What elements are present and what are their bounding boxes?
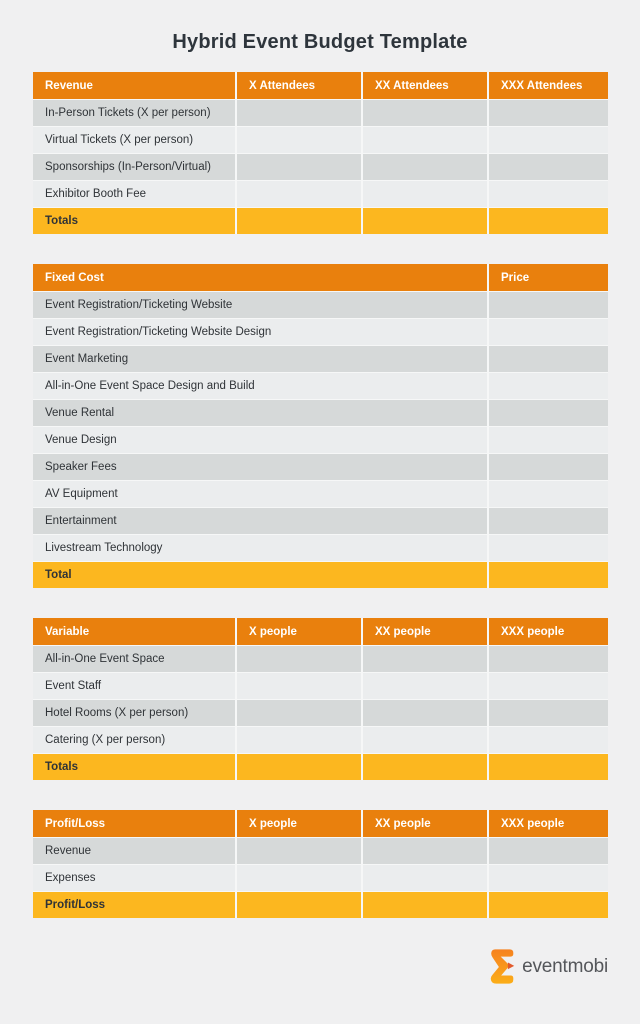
revenue-table xyxy=(33,72,608,234)
empty-cell xyxy=(361,99,487,126)
table-row xyxy=(33,126,608,153)
empty-cell xyxy=(487,753,608,780)
fixed-cost-header-row xyxy=(33,264,608,291)
row-label: All-in-One Event Space Design and Build xyxy=(33,372,487,399)
table-row xyxy=(33,864,608,891)
table-row xyxy=(33,399,608,426)
profit-loss-header-xx: XX people xyxy=(361,810,487,837)
row-label: Catering (X per person) xyxy=(33,726,235,753)
totals-label: Total xyxy=(33,561,487,588)
empty-cell xyxy=(487,507,608,534)
table-row xyxy=(33,480,608,507)
empty-cell xyxy=(487,372,608,399)
variable-table xyxy=(33,618,608,780)
empty-cell xyxy=(235,207,361,234)
page-title: Hybrid Event Budget Template xyxy=(172,31,468,53)
row-label: Event Marketing xyxy=(33,345,487,372)
empty-cell xyxy=(487,318,608,345)
row-label: Hotel Rooms (X per person) xyxy=(33,699,235,726)
empty-cell xyxy=(487,426,608,453)
eventmobi-logo xyxy=(489,948,608,985)
totals-row xyxy=(33,891,608,918)
empty-cell xyxy=(487,126,608,153)
table-row xyxy=(33,153,608,180)
empty-cell xyxy=(487,672,608,699)
empty-cell xyxy=(361,726,487,753)
totals-label: Profit/Loss xyxy=(33,891,235,918)
totals-row xyxy=(33,753,608,780)
empty-cell xyxy=(361,699,487,726)
fixed-cost-table xyxy=(33,264,608,588)
profit-loss-header-row xyxy=(33,810,608,837)
empty-cell xyxy=(235,99,361,126)
revenue-header-xxx: XXX Attendees xyxy=(487,72,608,99)
footer xyxy=(33,948,608,990)
row-label: In-Person Tickets (X per person) xyxy=(33,99,235,126)
empty-cell xyxy=(487,699,608,726)
table-row xyxy=(33,291,608,318)
empty-cell xyxy=(235,837,361,864)
row-label: Speaker Fees xyxy=(33,453,487,480)
empty-cell xyxy=(235,753,361,780)
empty-cell xyxy=(487,534,608,561)
empty-cell xyxy=(235,726,361,753)
empty-cell xyxy=(487,726,608,753)
profit-loss-table xyxy=(33,810,608,918)
revenue-header-x: X Attendees xyxy=(235,72,361,99)
row-label: Expenses xyxy=(33,864,235,891)
empty-cell xyxy=(235,672,361,699)
empty-cell xyxy=(487,561,608,588)
empty-cell xyxy=(487,399,608,426)
row-label: Event Registration/Ticketing Website xyxy=(33,291,487,318)
empty-cell xyxy=(361,207,487,234)
revenue-header-xx: XX Attendees xyxy=(361,72,487,99)
empty-cell xyxy=(361,753,487,780)
row-label: Event Staff xyxy=(33,672,235,699)
fixed-cost-header: Fixed Cost xyxy=(33,264,487,291)
table-row xyxy=(33,645,608,672)
empty-cell xyxy=(487,864,608,891)
totals-row xyxy=(33,561,608,588)
empty-cell xyxy=(235,126,361,153)
row-label: Entertainment xyxy=(33,507,487,534)
empty-cell xyxy=(235,864,361,891)
row-label: Event Registration/Ticketing Website Design xyxy=(33,318,487,345)
eventmobi-logo-text: eventmobi xyxy=(522,955,608,977)
row-label: Sponsorships (In-Person/Virtual) xyxy=(33,153,235,180)
table-row xyxy=(33,345,608,372)
row-label: Venue Rental xyxy=(33,399,487,426)
empty-cell xyxy=(235,153,361,180)
empty-cell xyxy=(361,180,487,207)
empty-cell xyxy=(361,864,487,891)
row-label: Venue Design xyxy=(33,426,487,453)
table-row xyxy=(33,534,608,561)
table-row xyxy=(33,699,608,726)
empty-cell xyxy=(487,837,608,864)
variable-header: Variable xyxy=(33,618,235,645)
empty-cell xyxy=(487,180,608,207)
empty-cell xyxy=(487,291,608,318)
table-row xyxy=(33,180,608,207)
empty-cell xyxy=(235,645,361,672)
eventmobi-sigma-icon xyxy=(489,948,516,985)
empty-cell xyxy=(361,891,487,918)
variable-header-xx: XX people xyxy=(361,618,487,645)
revenue-header-row xyxy=(33,72,608,99)
table-row xyxy=(33,672,608,699)
empty-cell xyxy=(235,699,361,726)
table-row xyxy=(33,372,608,399)
empty-cell xyxy=(487,453,608,480)
row-label: Revenue xyxy=(33,837,235,864)
table-row xyxy=(33,726,608,753)
variable-header-x: X people xyxy=(235,618,361,645)
empty-cell xyxy=(361,645,487,672)
empty-cell xyxy=(487,153,608,180)
price-header: Price xyxy=(487,264,608,291)
empty-cell xyxy=(361,837,487,864)
empty-cell xyxy=(235,891,361,918)
row-label: AV Equipment xyxy=(33,480,487,507)
variable-header-row xyxy=(33,618,608,645)
table-row xyxy=(33,507,608,534)
totals-label: Totals xyxy=(33,753,235,780)
row-label: Livestream Technology xyxy=(33,534,487,561)
row-label: Virtual Tickets (X per person) xyxy=(33,126,235,153)
table-row xyxy=(33,837,608,864)
empty-cell xyxy=(487,345,608,372)
table-row xyxy=(33,453,608,480)
empty-cell xyxy=(361,672,487,699)
table-row xyxy=(33,99,608,126)
totals-label: Totals xyxy=(33,207,235,234)
row-label: Exhibitor Booth Fee xyxy=(33,180,235,207)
empty-cell xyxy=(487,480,608,507)
empty-cell xyxy=(361,126,487,153)
profit-loss-header: Profit/Loss xyxy=(33,810,235,837)
empty-cell xyxy=(487,645,608,672)
empty-cell xyxy=(487,891,608,918)
variable-header-xxx: XXX people xyxy=(487,618,608,645)
totals-row xyxy=(33,207,608,234)
table-row xyxy=(33,426,608,453)
profit-loss-header-x: X people xyxy=(235,810,361,837)
row-label: All-in-One Event Space xyxy=(33,645,235,672)
empty-cell xyxy=(487,99,608,126)
revenue-header: Revenue xyxy=(33,72,235,99)
table-row xyxy=(33,318,608,345)
empty-cell xyxy=(235,180,361,207)
profit-loss-header-xxx: XXX people xyxy=(487,810,608,837)
empty-cell xyxy=(487,207,608,234)
empty-cell xyxy=(361,153,487,180)
